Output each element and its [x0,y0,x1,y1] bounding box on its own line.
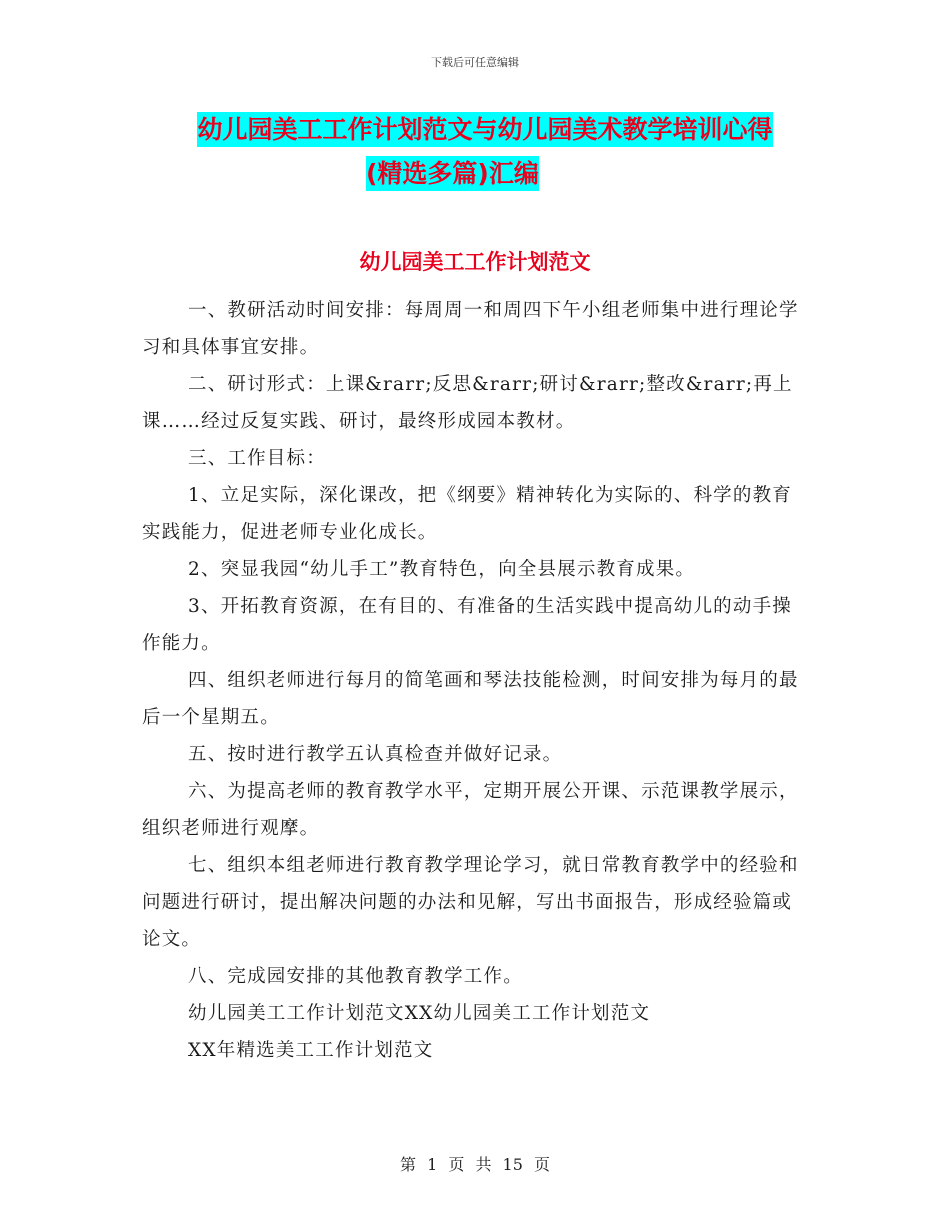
paragraph: 三、工作目标： [188,448,326,469]
paragraph: 八、完成园安排的其他教育教学工作。 [188,966,523,987]
paragraph: 七、组织本组老师进行教育教学理论学习，就日常教育教学中的经验和问题进行研讨，提出解决问题的办法和见解，写出书面报告，形成经验篇或论文。 [142,855,799,950]
paragraph: 2、突显我园“幼儿手工”教育特色，向全县展示教育成果。 [188,559,696,580]
paragraph: 1、立足实际，深化课改，把《纲要》精神转化为实际的、科学的教育实践能力，促进老师专业化成长。 [142,485,792,543]
document-title-line-1-text: 幼儿园美工工作计划范文与幼儿园美术教学培训心得 [197,112,772,147]
paragraph: 六、为提高老师的教育教学水平，定期开展公开课、示范课教学展示，组织老师进行观摩。 [142,781,799,839]
section-title: 幼儿园美工工作计划范文 [359,250,591,274]
paragraph: 四、组织老师进行每月的简笔画和琴法技能检测，时间安排为每月的最后一个星期五。 [142,670,799,728]
paragraph: XX年精选美工工作计划范文 [188,1040,434,1061]
paragraph: 五、按时进行教学五认真检查并做好记录。 [188,744,563,765]
paragraph: 3、开拓教育资源，在有目的、有准备的生活实践中提高幼儿的动手操作能力。 [142,596,792,654]
document-title-line-2 [366,152,539,196]
page-footer: 第 1 页 共 15 页 [400,1155,550,1174]
document-title-line-1 [0,108,950,152]
header-note: 下载后可任意编辑 [431,56,519,69]
paragraph: 一、教研活动时间安排：每周周一和周四下午小组老师集中进行理论学习和具体事宜安排。 [142,300,799,358]
document-body [142,292,807,1069]
paragraph: 幼儿园美工工作计划范文XX幼儿园美工工作计划范文 [188,1003,651,1024]
paragraph: 二、研讨形式：上课&rarr;反思&rarr;研讨&rarr;整改&rarr;再上课……经过反复实践、研讨，最终形成园本教材。 [142,374,793,432]
document-title-line-2-text: (精选多篇)汇编 [366,156,539,191]
